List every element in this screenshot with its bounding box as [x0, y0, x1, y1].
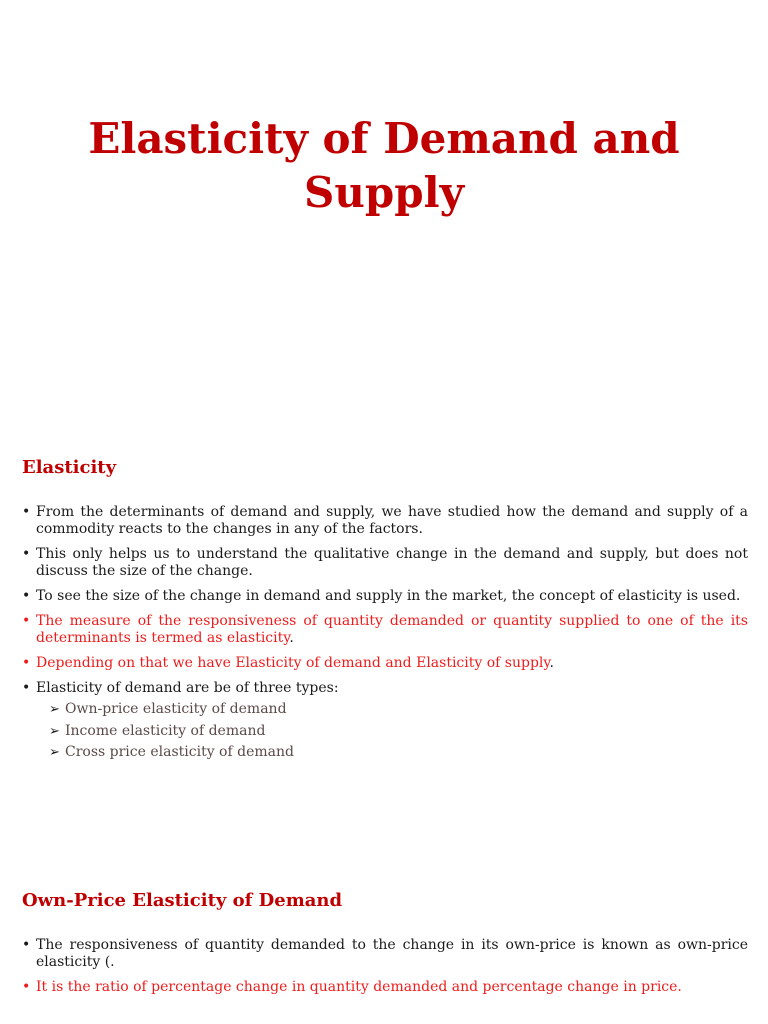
- arrowhead-bullet-icon: ➢: [49, 723, 60, 739]
- title-line-1: Elasticity of Demand and: [88, 114, 680, 163]
- bullet-dot-icon: •: [22, 546, 31, 562]
- list-item: • This only helps us to understand the qualitative change in the demand and supply, but does not discuss the size of the change.: [22, 546, 748, 579]
- list-item: • To see the size of the change in demand and supply in the market, the concept of elasticity is used.: [22, 588, 741, 604]
- elasticity-types-list: [36, 699, 748, 764]
- section-heading-elasticity: Elasticity: [22, 457, 117, 478]
- document-title: [0, 112, 768, 220]
- bullet-dot-icon: •: [22, 937, 31, 953]
- bullet-dot-icon: •: [22, 655, 31, 671]
- sub-list-item: ➢ Cross price elasticity of demand: [49, 742, 748, 764]
- list-item: • Depending on that we have Elasticity of demand and Elasticity of supply.: [22, 655, 554, 671]
- list-item: • From the determinants of demand and supply, we have studied how the demand and supply of a commodity reacts to the changes in any of the factors.: [22, 504, 748, 537]
- title-line-2: Supply: [304, 168, 464, 217]
- sub-list-item: ➢ Income elasticity of demand: [49, 721, 748, 743]
- arrowhead-bullet-icon: ➢: [49, 702, 60, 717]
- list-item: • The measure of the responsiveness of quantity demanded or quantity supplied to one of the its determinants is termed as elasticity.: [22, 613, 748, 646]
- bullet-dot-icon: •: [22, 613, 31, 629]
- list-item: • The responsiveness of quantity demanded to the change in its own-price is known as own-price elasticity (.: [22, 937, 748, 970]
- elasticity-bullet-list: [22, 504, 748, 764]
- bullet-dot-icon: •: [22, 504, 31, 520]
- bullet-dot-icon: •: [22, 979, 31, 995]
- bullet-dot-icon: •: [22, 680, 31, 696]
- arrowhead-bullet-icon: ➢: [49, 745, 60, 760]
- section-heading-own-price-elasticity: Own-Price Elasticity of Demand: [22, 890, 343, 911]
- own-price-bullet-list: [22, 937, 748, 996]
- bullet-dot-icon: •: [22, 588, 31, 604]
- sub-list-item: ➢ Own-price elasticity of demand: [49, 699, 748, 721]
- list-item: • Elasticity of demand are be of three types: ➢ Own-price elasticity of demand ➢ Income elasticity of demand ➢ Cross price elasticity of demand: [22, 680, 748, 764]
- list-item: • It is the ratio of percentage change in quantity demanded and percentage change in price.: [22, 979, 682, 995]
